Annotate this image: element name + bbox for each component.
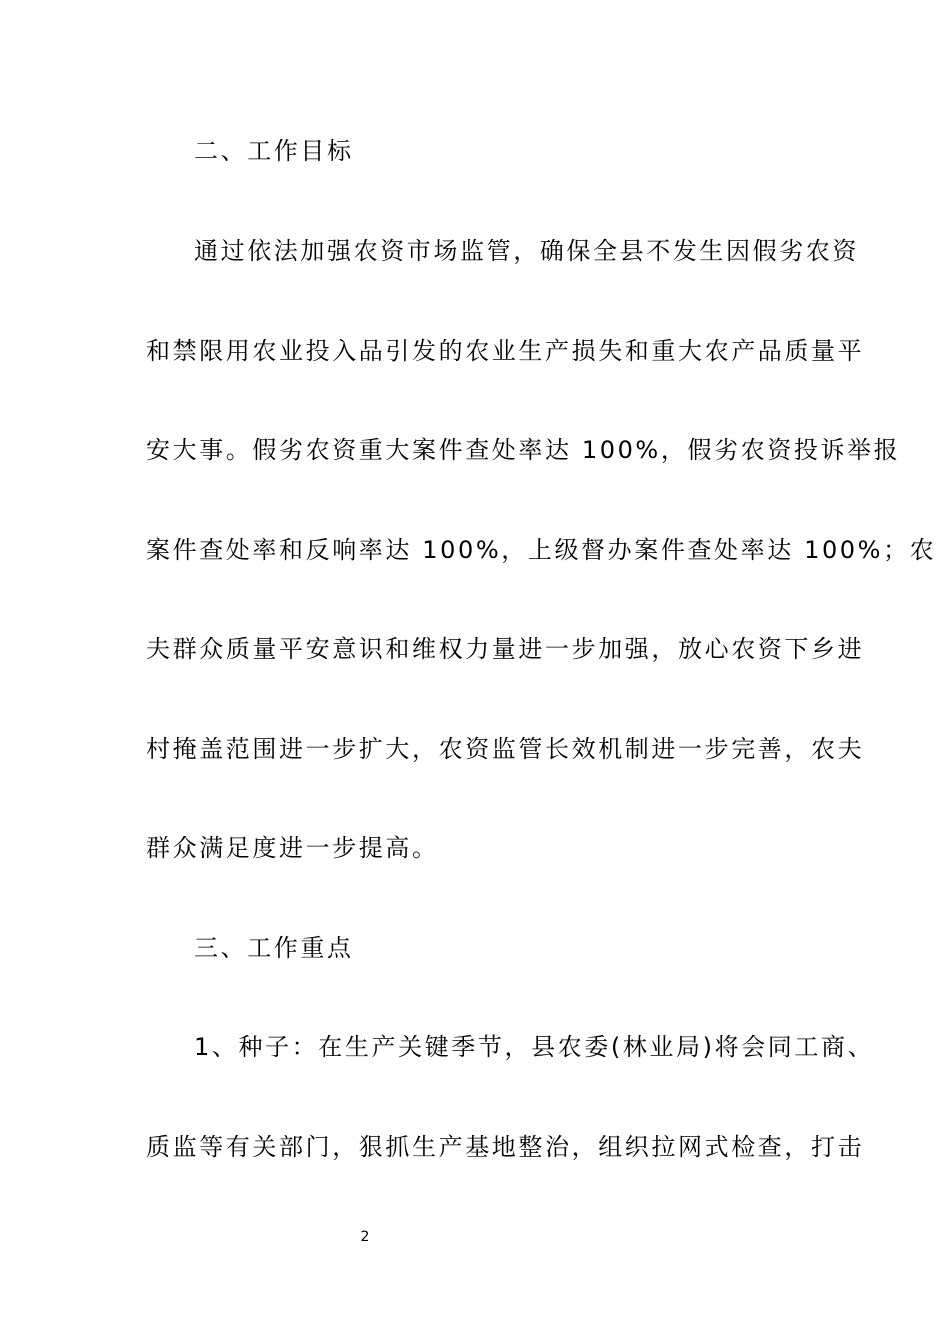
section-heading-work-focus: 三、工作重点 — [194, 934, 354, 962]
paragraph-line: 夫群众质量平安意识和维权力量进一步加强，放心农资下乡进 — [146, 635, 865, 663]
paragraph-line: 和禁限用农业投入品引发的农业生产损失和重大农产品质量平 — [146, 337, 865, 365]
paragraph-line: 通过依法加强农资市场监管，确保全县不发生因假劣农资 — [194, 237, 859, 265]
page-number: 2 — [360, 1229, 370, 1245]
paragraph-line: 村掩盖范围进一步扩大，农资监管长效机制进一步完善，农夫 — [146, 735, 865, 763]
section-heading-work-goals: 二、工作目标 — [194, 137, 354, 165]
paragraph-line: 质监等有关部门，狠抓生产基地整治，组织拉网式检查，打击 — [146, 1133, 865, 1161]
paragraph-line: 群众满足度进一步提高。 — [146, 834, 439, 862]
paragraph-line: 案件查处率和反响率达 100%，上级督办案件查处率达 100%；农 — [146, 536, 937, 564]
paragraph-line: 1、种子：在生产关键季节，县农委(林业局)将会同工商、 — [194, 1033, 875, 1061]
paragraph-line: 安大事。假劣农资重大案件查处率达 100%，假劣农资投诉举报 — [146, 436, 901, 464]
